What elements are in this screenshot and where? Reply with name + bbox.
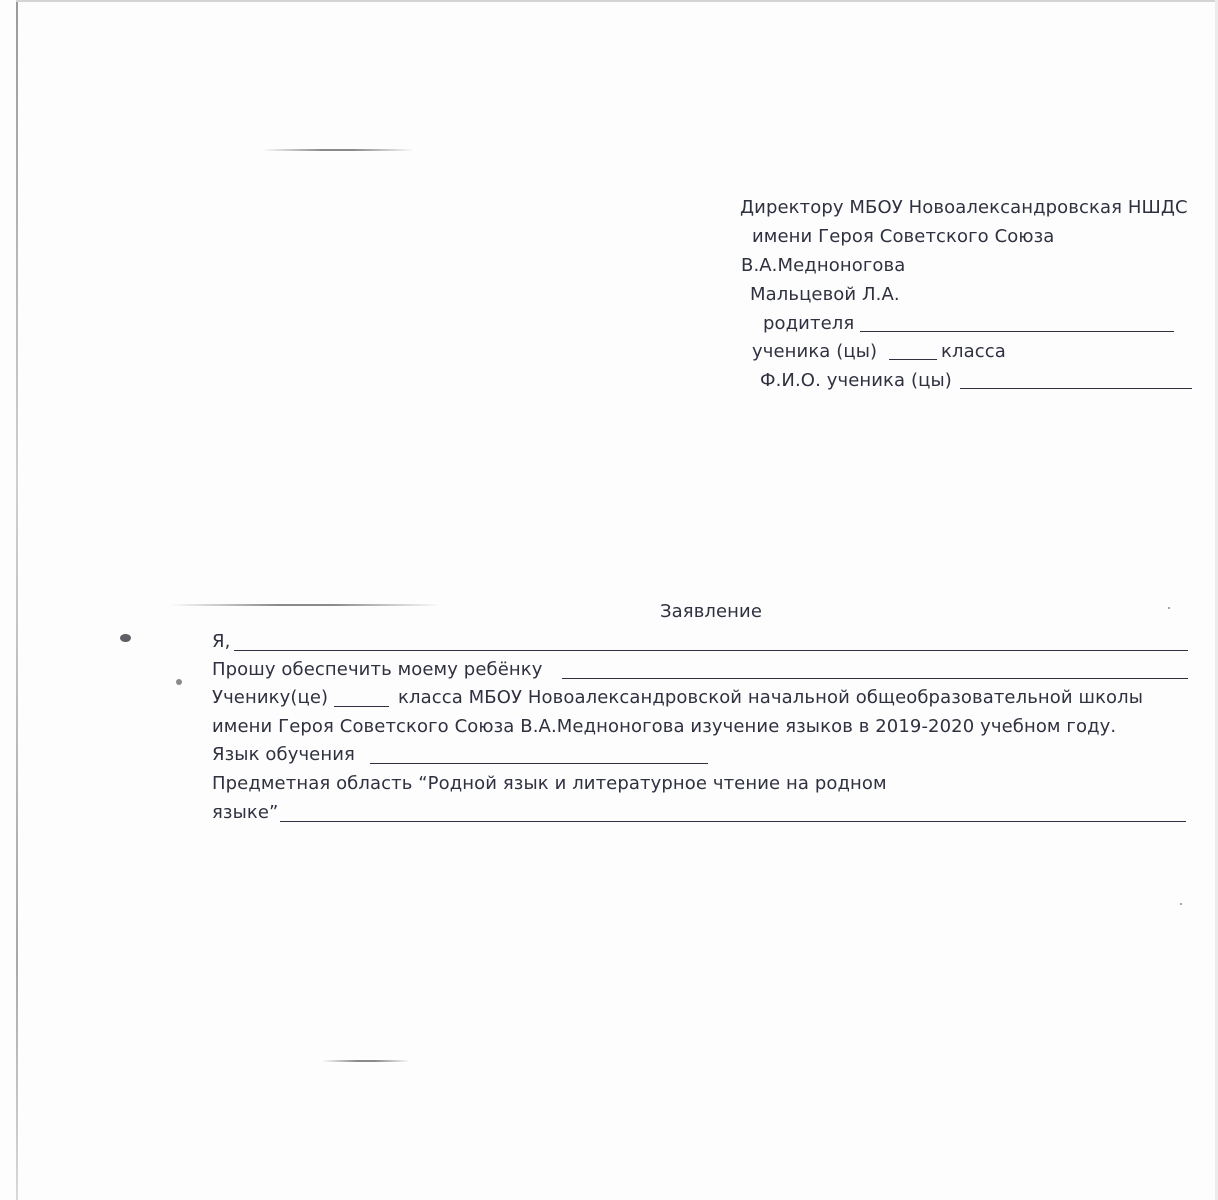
scan-edge-left [16,0,18,1200]
punch-mark-top [262,149,414,151]
student-fio-label: Ф.И.О. ученика (цы) [760,370,952,391]
student-class-field[interactable] [889,359,937,360]
dust-speck [1168,607,1170,609]
addressee-line-name: В.А.Медноногова [741,255,906,276]
parent-name-field[interactable] [860,331,1174,332]
student-suffix: класса МБОУ Новоалександровской начальной общеобразовательной школы [398,687,1144,708]
ink-blot [120,634,131,642]
language-label: Язык обучения [212,744,355,765]
request-field[interactable] [562,678,1188,679]
student-class-label: ученика (цы) [752,341,878,362]
student-prefix: Ученику(це) [212,687,329,708]
addressee-line-hero: имени Героя Советского Союза [752,226,1055,247]
parent-label: родителя [763,313,855,334]
addressee-line-director: Директору МБОУ Новоалександровская НШДС [740,197,1188,218]
addressee-line-principal: Мальцевой Л.А. [750,284,900,305]
punch-mark-bottom [322,1060,410,1062]
language-field[interactable] [370,763,708,764]
hero-line: имени Героя Советского Союза В.А.Медноногова изучение языков в 2019-2020 учебном году. [212,716,1117,737]
subject-line: Предметная область “Родной язык и литературное чтение на родном [212,773,887,794]
applicant-name-field[interactable] [234,650,1188,651]
student-grade-field[interactable] [334,706,389,707]
scan-edge-top [16,0,1218,2]
student-fio-field[interactable] [960,388,1192,389]
document-title: Заявление [660,601,763,622]
ink-speck [176,679,182,685]
punch-mark-middle [170,604,440,606]
class-word: класса [941,341,1006,362]
ya-label: Я, [212,631,231,652]
subject-end: языке” [212,802,279,823]
dust-speck [1180,903,1182,905]
subject-field[interactable] [280,821,1186,822]
request-label: Прошу обеспечить моему ребёнку [212,659,543,680]
